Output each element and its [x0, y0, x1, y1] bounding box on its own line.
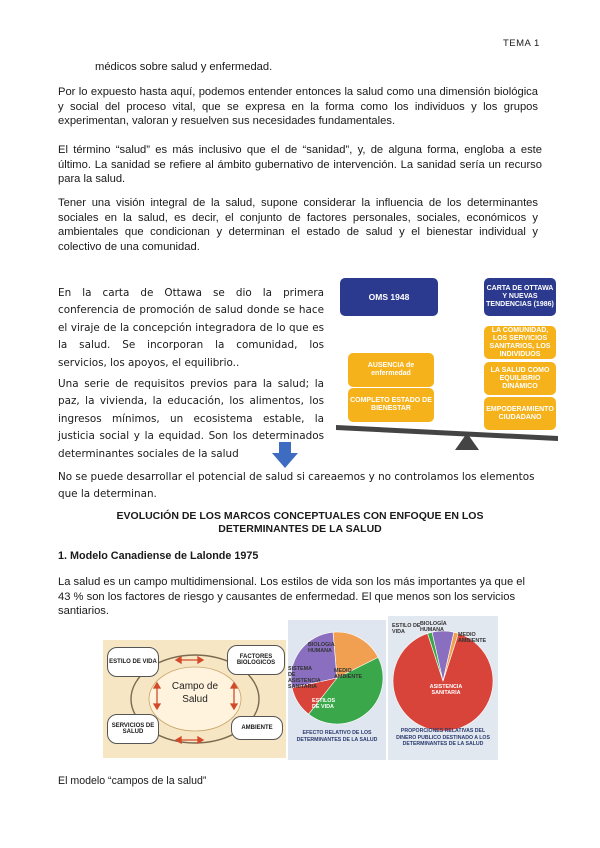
subheading-lalonde: 1. Modelo Canadiense de Lalonde 1975 — [58, 550, 259, 562]
pie2-label-biologia: BIOLOGÍA HUMANA — [420, 621, 447, 633]
arrow-down-icon — [272, 442, 298, 468]
campo-salud-label: Campo de Salud — [171, 681, 219, 705]
paragraph-modelo-campos-text: El modelo “campos de la salud” — [58, 775, 207, 787]
corner-ambiente: AMBIENTE — [231, 716, 283, 740]
pie-chart-dinero-publico — [388, 616, 498, 760]
oms-1948-box: OMS 1948 — [340, 278, 438, 316]
paragraph-0: médicos sobre salud y enfermedad. — [95, 61, 273, 73]
paragraph-lalonde: La salud es un campo multidimensional. Los estilos de vida son los más importantes ya que el 43 % son los factores de riesgo y causantes de enfermedad. El que menos son los servicios santiarios. — [58, 576, 526, 618]
campo-salud-diagram — [103, 640, 286, 758]
pie1-label-sistema-asistencia: SISTEMA DE ASISTENCIA SANITARIA — [288, 666, 321, 690]
pie-chart-efecto — [288, 620, 386, 760]
paragraph-modelo-campos — [58, 774, 206, 789]
section-heading: EVOLUCIÓN DE LOS MARCOS CONCEPTUALES CON ENFOQUE EN LOS DETERMINANTES DE LA SALUD — [116, 510, 484, 535]
pie2-label-asistencia: ASISTENCIA SANITARIA — [429, 684, 463, 696]
pie1-label-biologia-humana: BIOLOGIA HUMANA — [308, 642, 335, 654]
ottawa-carta-box: CARTA DE OTTAWA Y NUEVAS TENDENCIAS (1986) — [484, 278, 556, 316]
right-item-empoderamiento: EMPODERAMIENTO CIUDADANO — [484, 397, 556, 430]
corner-factores-biologicos: FACTORES BIOLOGICOS — [227, 645, 285, 675]
balance-beam-icon — [336, 275, 558, 450]
pie2-label-estilo-vida: ESTILO DE VIDA — [392, 623, 421, 635]
corner-estilo-vida: ESTILO DE VIDA — [107, 647, 159, 677]
pie1-caption: EFECTO RELATIVO DE LOS DETERMINANTES DE LA SALUD — [296, 730, 378, 743]
paragraph-2: El término “salud” es más inclusivo que el de “sanidad”, y, de alguna forma, engloba a este último. La sanidad se refiere al ámbito gubernativo de intervención. La sanidad sería un recurso para la salud. — [58, 144, 542, 186]
paragraph-requisitos: Una serie de requisitos previos para la salud; la paz, la vivienda, la educación, los alimentos, los ingresos mínimos, un ecosistema estable, la justicia social y la equidad. Son los determinados determinantes sociales de la salud — [58, 378, 324, 460]
paragraph-potencial: No se puede desarrollar el potencial de salud si careaemos y no controlamos los elementos que la determinan. — [58, 471, 535, 501]
pie2-caption: PROPORCIONES RELATIVAS DEL DINERO PUBLICO DESTINADO A LOS DETERMINANTES DE LA SALUD — [396, 728, 490, 747]
paragraph-3: Tener una visión integral de la salud, supone considerar la influencia de los determinantes sociales en la salud, es decir, el conjunto de factores personales, sociales, económicos y ambientales que condicionan y determinan el estado de salud y el bienestar individual y colectivo de una comunidad. — [58, 197, 538, 253]
pie1-label-estilos-vida: ESTILOS DE VIDA — [312, 698, 336, 710]
pie2-label-medio-ambiente: MEDIO AMBIENTE — [458, 632, 487, 644]
right-item-equilibrio: LA SALUD COMO EQUILIBRIO DINÁMICO — [484, 362, 556, 395]
paragraph-1: Por lo expuesto hasta aquí, podemos entender entonces la salud como una dimensión biológica y social del proceso vital, que se expresa en la forma como los individuos y los grupos experimentan, valoran y resuelven sus necesidades fundamentales. — [58, 86, 538, 128]
ottawa-balance-figure — [336, 275, 558, 450]
page-header-tema: TEMA 1 — [503, 38, 540, 49]
left-item-bienestar: COMPLETO ESTADO DE BIENESTAR — [348, 388, 434, 422]
corner-servicios-salud: SERVICIOS DE SALUD — [107, 714, 159, 744]
left-item-ausencia: AUSENCIA de enfermedad — [348, 353, 434, 387]
pie1-label-medio-ambiente: MEDIO AMBIENTE — [334, 668, 363, 680]
paragraph-ottawa: En la carta de Ottawa se dio la primera conferencia de promoción de salud donde se hace el viraje de la concepción integradora de lo que es la salud. Se incorporan la comunidad, los servicios, los apoyos, el equilibrio.. — [58, 287, 324, 369]
right-item-comunidad: LA COMUNIDAD, LOS SERVICIOS SANITARIOS, LOS INDIVIDUOS — [484, 326, 556, 359]
